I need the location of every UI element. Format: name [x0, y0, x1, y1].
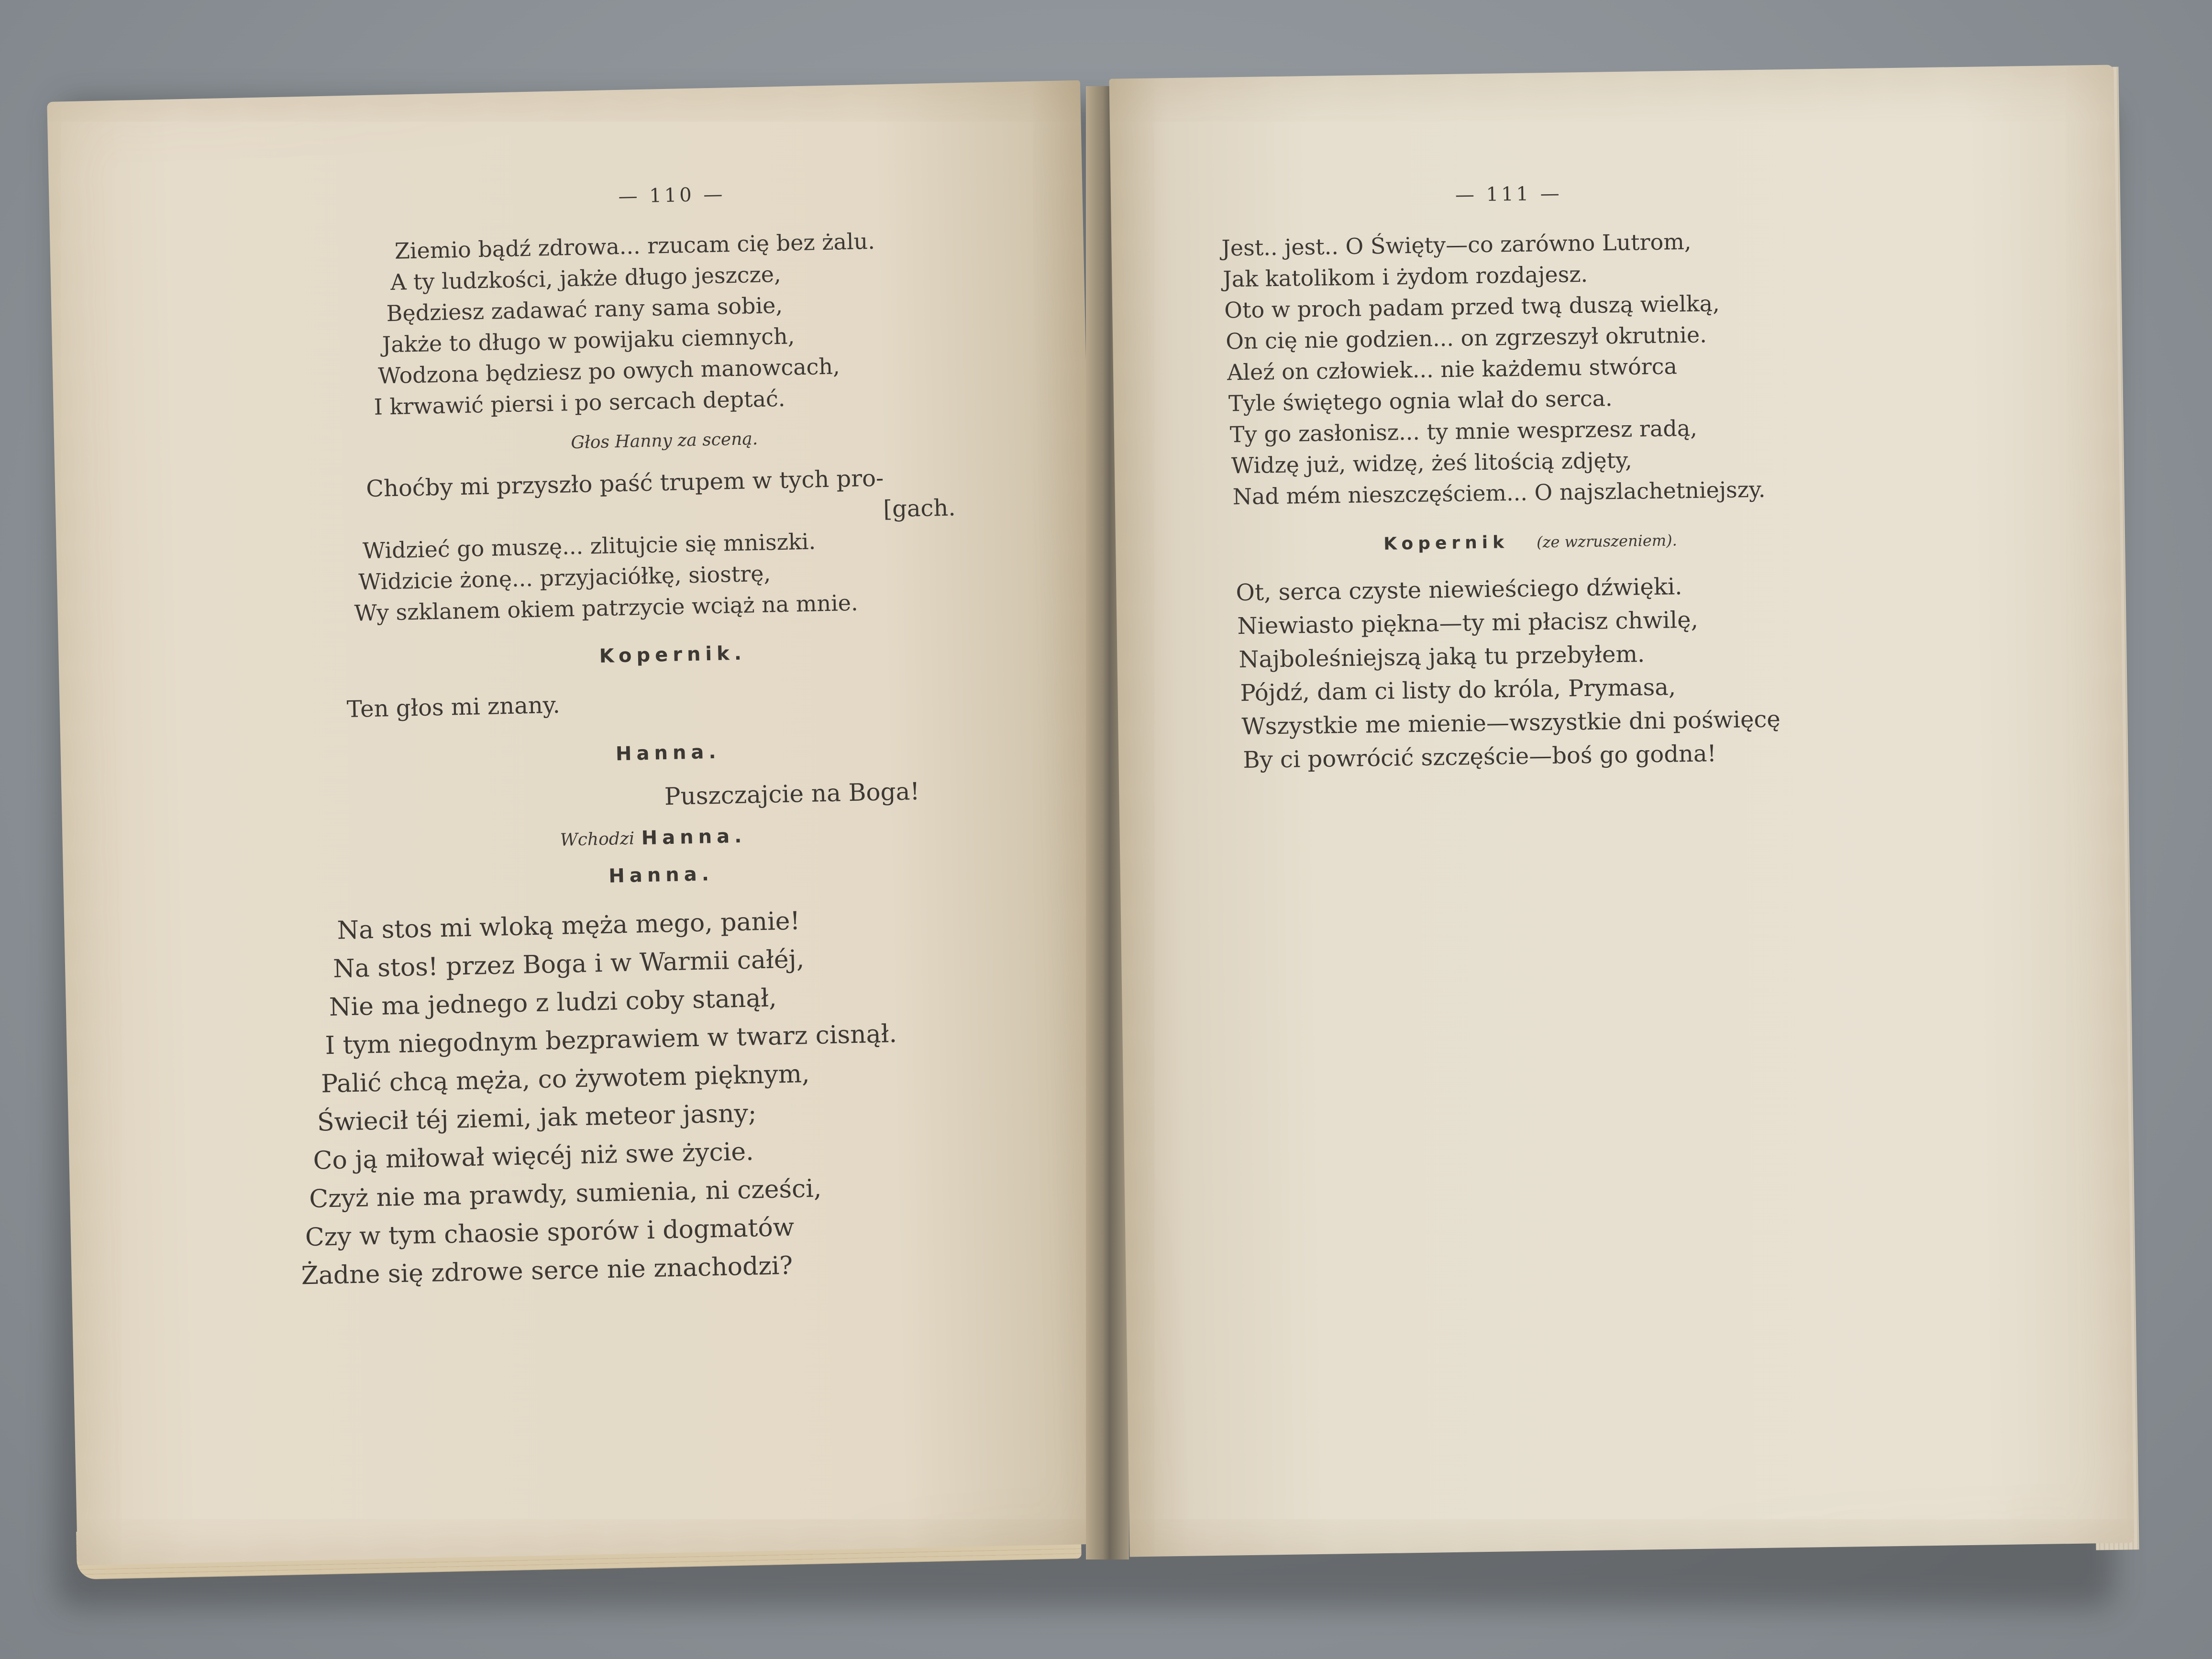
- verse-line: Najboleśniejszą jaką tu przebyłem.: [1239, 641, 1645, 674]
- verse-line: I tym niegodnym bezprawiem w twarz cisnął.: [325, 1019, 897, 1061]
- verse-line: Czy w tym chaosie sporów i dogmatów: [305, 1213, 795, 1252]
- left-page: [47, 80, 1111, 1566]
- verse-line: Aleź on człowiek... nie każdemu stwórca: [1227, 353, 1678, 386]
- verse-line: Będziesz zadawać rany sama sobie,: [386, 292, 783, 327]
- page-number: — 111 —: [1455, 182, 1563, 206]
- verse-line: Oto w proch padam przed twą duszą wielką,: [1224, 290, 1720, 323]
- page-number: — 110 —: [618, 183, 726, 208]
- verse-line: Czyż nie ma prawdy, sumienia, ni cześci,: [309, 1174, 822, 1214]
- verse-line: [gach.: [883, 494, 956, 523]
- verse-line: Wodzona będziesz po owych manowcach,: [377, 353, 841, 389]
- verse-line: Nie ma jednego z ludzi coby stanął,: [329, 984, 777, 1022]
- right-page-text: [1109, 65, 2135, 1557]
- verse-line: Ty go zasłonisz... ty mnie wesprzesz radą,: [1229, 415, 1698, 448]
- verse-line: Choćby mi przyszło paść trupem w tych pro-: [365, 465, 884, 503]
- speaker-name: Kopernik: [1383, 532, 1509, 554]
- verse-line: Nad mém nieszczęściem... O najszlachetniejszy.: [1232, 476, 1766, 510]
- verse-line: Tyle świętego ognia wlał do serca.: [1228, 385, 1613, 417]
- verse-line: Wszystkie me mienie—wszystkie dni poświęcę: [1241, 706, 1781, 741]
- verse-line: Wy szklanem okiem patrzycie wciąż na mnie.: [354, 589, 859, 626]
- verse-line: Ziemio bądź zdrowa... rzucam cię bez żalu.: [394, 228, 875, 264]
- speaker-name: Hanna.: [641, 825, 747, 850]
- verse-line: Ot, serca czyste niewieściego dźwięki.: [1236, 573, 1682, 607]
- verse-line: Świecił téj ziemi, jak meteor jasny;: [317, 1099, 757, 1137]
- verse-line: Widzicie żonę... przyjaciółkę, siostrę,: [358, 560, 771, 595]
- spoken-line: Ten głos mi znany.: [346, 691, 561, 723]
- verse-line: Żadne się zdrowe serce nie znachodzi?: [301, 1251, 793, 1291]
- verse-line: I krwawić piersi i po sercach deptać.: [374, 385, 785, 420]
- verse-line: Widzę już, widzę, żeś litością zdjęty,: [1231, 447, 1633, 479]
- left-page-text: [47, 80, 1111, 1566]
- verse-line: Na stos mi wloką męża mego, panie!: [336, 907, 800, 945]
- verse-line: A ty ludzkości, jakże długo jeszcze,: [390, 261, 782, 295]
- verse-line: Co ją miłował więcéj niż swe życie.: [313, 1137, 754, 1175]
- spoken-line: Puszczajcie na Boga!: [664, 777, 920, 811]
- verse-line: Na stos! przez Boga i w Warmii całéj,: [332, 945, 805, 984]
- speaker-name: Hanna.: [615, 741, 721, 765]
- verse-line: Pójdź, dam ci listy do króla, Prymasa,: [1240, 674, 1676, 707]
- speaker-name: Kopernik.: [599, 642, 747, 668]
- right-page: [1109, 65, 2135, 1557]
- stage-direction: Wchodzi: [560, 829, 635, 850]
- verse-line: By ci powrócić szczęście—boś go godna!: [1243, 740, 1717, 774]
- verse-line: On cię nie godzien... on zgrzeszył okrutnie.: [1225, 321, 1707, 354]
- verse-line: Widzieć go muszę... zlitujcie się mniszki.: [362, 528, 816, 564]
- speaker-name: Hanna.: [608, 863, 714, 887]
- verse-line: Niewiasto piękna—ty mi płacisz chwilę,: [1237, 606, 1699, 640]
- stage-direction: (ze wzruszeniem).: [1536, 531, 1677, 552]
- stage-direction: Głos Hanny za sceną.: [570, 429, 758, 453]
- verse-line: Palić chcą męża, co żywotem pięknym,: [321, 1060, 810, 1099]
- verse-line: Jakże to długo w powijaku ciemnych,: [382, 323, 795, 358]
- verse-line: Jest.. jest.. O Święty—co zarówno Lutrom,: [1221, 228, 1692, 261]
- verse-line: Jak katolikom i żydom rozdajesz.: [1223, 261, 1588, 292]
